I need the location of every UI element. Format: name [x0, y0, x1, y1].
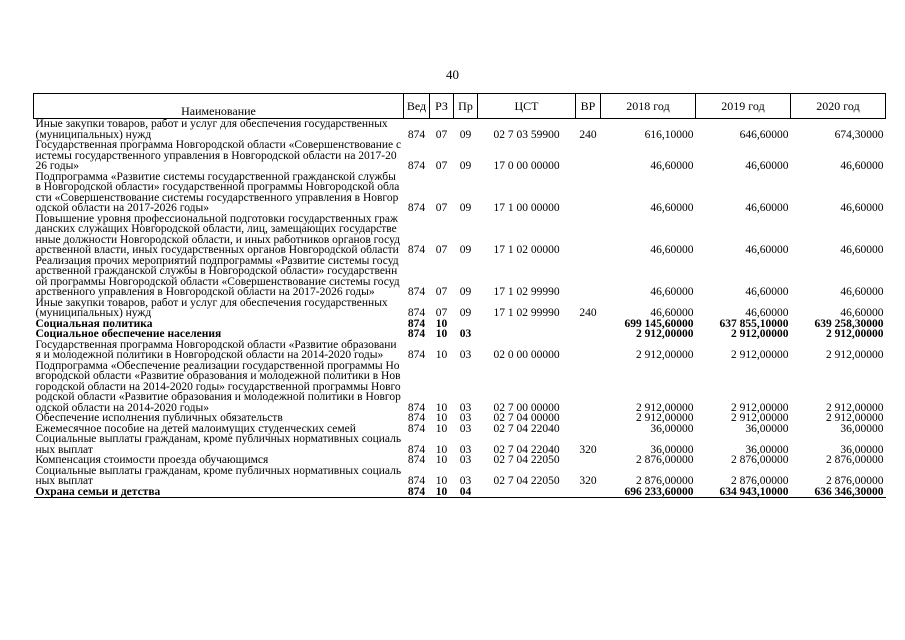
row-ved: 874	[407, 422, 426, 435]
row-name: Иные закупки товаров, работ и услуг для обеспечения государственных (муниципальных) нужд	[35, 296, 388, 319]
row-vr	[576, 256, 601, 298]
table-row	[34, 340, 886, 361]
row-amount-2020: 2 876,00000	[826, 475, 884, 487]
table-row	[34, 455, 886, 466]
row-ved: 874	[407, 307, 426, 319]
row-amount-2020: 46,60000	[840, 202, 884, 214]
row-ved: 874	[407, 475, 426, 487]
row-vr	[576, 487, 601, 498]
row-amount-2018: 46,60000	[650, 286, 694, 298]
row-cst: 02 7 04 22040	[493, 443, 560, 456]
row-name: Подпрограмма «Обеспечение реализации государственной программы Новгородской области «Развитие образования и молодежной политики в Новгородской области на 2014-2020 годы» государственной программы Новгородской области «Развитие образования и молодежной политики в Новгородской области на 2014-2020 годы»	[35, 359, 401, 414]
row-rz: 10	[435, 349, 448, 361]
row-amount-2020: 46,60000	[840, 286, 884, 298]
row-vr	[576, 361, 601, 414]
table-row	[34, 434, 886, 455]
page-number: 40	[446, 67, 459, 82]
row-cst	[478, 329, 576, 340]
row-amount-2018: 46,60000	[650, 307, 694, 319]
row-amount-2020: 2 912,00000	[826, 328, 884, 340]
table-row	[34, 119, 886, 141]
row-amount-2020: 2 876,00000	[826, 454, 884, 466]
row-name: Социальные выплаты гражданам, кроме публичных нормативных социальных выплат	[35, 433, 402, 456]
header-pr: Пр	[454, 94, 478, 119]
budget-table	[33, 93, 886, 498]
row-ved: 874	[407, 443, 426, 456]
row-rz: 10	[435, 328, 448, 340]
row-amount-2019: 646,60000	[739, 128, 789, 141]
row-ved: 874	[407, 317, 426, 330]
row-amount-2019: 46,60000	[745, 286, 789, 298]
header-vr: ВР	[576, 94, 601, 119]
table-row	[34, 140, 886, 172]
row-cst	[478, 487, 576, 498]
row-amount-2018: 2 912,00000	[636, 401, 694, 414]
row-cst: 02 7 03 59900	[493, 128, 560, 141]
row-vr: 320	[579, 475, 597, 487]
row-vr	[576, 319, 601, 330]
row-vr	[576, 340, 601, 361]
row-rz: 10	[435, 454, 448, 466]
table-row	[34, 298, 886, 319]
row-amount-2020: 2 912,00000	[826, 349, 884, 361]
row-pr: 09	[459, 202, 472, 214]
table-row	[34, 329, 886, 340]
row-cst: 02 7 04 00000	[493, 412, 560, 424]
row-pr: 03	[459, 475, 472, 487]
header-ved: Вед	[404, 94, 430, 119]
row-rz: 10	[435, 422, 448, 435]
row-amount-2020: 36,00000	[840, 443, 884, 456]
row-rz: 07	[435, 160, 448, 172]
row-pr: 03	[459, 454, 472, 466]
row-amount-2019: 46,60000	[745, 307, 789, 319]
row-amount-2020: 46,60000	[840, 307, 884, 319]
table-row	[34, 256, 886, 298]
row-amount-2019: 2 876,00000	[731, 454, 789, 466]
row-amount-2018: 2 876,00000	[636, 475, 694, 487]
row-name: Социальные выплаты гражданам, кроме публичных нормативных социальных выплат	[35, 464, 402, 487]
row-amount-2020: 2 912,00000	[826, 412, 884, 424]
table-row	[34, 361, 886, 414]
row-pr: 04	[454, 487, 478, 498]
table-row	[34, 214, 886, 256]
table-row	[34, 172, 886, 214]
row-amount-2018: 696 233,60000	[601, 487, 696, 498]
row-amount-2019: 2 912,00000	[731, 401, 789, 414]
row-amount-2019: 46,60000	[745, 160, 789, 172]
row-amount-2018: 2 912,00000	[636, 412, 694, 424]
row-pr: 09	[459, 160, 472, 172]
row-name: Государственная программа Новгородской области «Развитие образования и молодежной политики в Новгородской области на 2014-2020 годы»	[35, 338, 397, 361]
row-ved: 874	[407, 454, 426, 466]
row-amount-2018: 616,10000	[644, 128, 694, 141]
row-amount-2020: 46,60000	[840, 244, 884, 256]
row-amount-2018: 699 145,60000	[624, 317, 694, 330]
row-cst: 17 1 00 00000	[493, 202, 560, 214]
row-rz: 10	[435, 412, 448, 424]
row-amount-2019: 634 943,10000	[696, 487, 791, 498]
row-ved: 874	[407, 128, 426, 141]
row-rz: 07	[435, 307, 448, 319]
row-amount-2019: 46,60000	[745, 244, 789, 256]
row-name: Государственная программа Новгородской области «Совершенствование системы государственного управления в Новгородской области на 2017-2026 годы»	[35, 139, 402, 172]
row-ved: 874	[404, 487, 430, 498]
row-amount-2019: 2 912,00000	[731, 328, 789, 340]
header-rz: РЗ	[430, 94, 454, 119]
row-vr	[576, 140, 601, 172]
row-rz: 07	[435, 202, 448, 214]
row-name: Охрана семьи и детства	[34, 487, 404, 498]
header-2020: 2020 год	[791, 94, 886, 119]
header-cst: ЦСТ	[478, 94, 576, 119]
row-rz: 10	[435, 475, 448, 487]
row-vr: 320	[579, 443, 597, 456]
row-name: Компенсация стоимости проезда обучающимся	[35, 454, 269, 466]
row-amount-2018: 46,60000	[650, 160, 694, 172]
row-ved: 874	[407, 286, 426, 298]
row-amount-2018: 36,00000	[650, 422, 694, 435]
row-rz: 10	[430, 487, 454, 498]
row-rz: 10	[435, 401, 448, 414]
row-name: Социальное обеспечение населения	[35, 328, 222, 340]
row-amount-2018: 2 912,00000	[636, 349, 694, 361]
row-vr	[576, 413, 601, 424]
row-name: Обеспечение исполнения публичных обязательств	[35, 412, 283, 424]
row-amount-2018: 36,00000	[650, 443, 694, 456]
row-name: Реализация прочих мероприятий подпрограммы «Развитие системы государственной гражданской службы в Новгородской области» государственной программы Новгородской области «Совершенствование системы государственного управления в Новгородской области на 2017-2026 годы»	[35, 254, 400, 298]
table-row	[34, 466, 886, 487]
row-rz: 07	[435, 286, 448, 298]
row-ved: 874	[407, 401, 426, 414]
row-name: Ежемесячное пособие на детей малоимущих студенческих семей	[35, 422, 356, 435]
row-pr: 09	[459, 244, 472, 256]
row-vr	[576, 329, 601, 340]
header-name: Наименование	[34, 94, 404, 119]
row-vr: 240	[579, 128, 597, 141]
row-pr: 09	[459, 128, 472, 141]
row-cst: 17 1 02 99990	[493, 286, 560, 298]
row-amount-2020: 36,00000	[840, 422, 884, 435]
row-name: Социальная политика	[35, 317, 153, 330]
row-amount-2019: 637 855,10000	[719, 317, 789, 330]
row-ved: 874	[407, 244, 426, 256]
row-cst: 02 0 00 00000	[493, 349, 560, 361]
row-pr: 03	[459, 422, 472, 435]
row-pr: 03	[459, 349, 472, 361]
row-name: Иные закупки товаров, работ и услуг для обеспечения государственных (муниципальных) нужд	[35, 118, 388, 141]
row-pr: 03	[459, 328, 472, 340]
row-pr: 03	[459, 412, 472, 424]
row-pr: 03	[459, 443, 472, 456]
row-pr: 09	[459, 307, 472, 319]
row-pr: 03	[459, 401, 472, 414]
row-ved: 874	[407, 160, 426, 172]
row-amount-2020: 674,30000	[834, 128, 884, 141]
row-amount-2019: 2 912,00000	[731, 349, 789, 361]
row-vr	[576, 214, 601, 256]
row-cst: 02 7 04 22050	[493, 454, 560, 466]
row-pr: 09	[459, 286, 472, 298]
header-2018: 2018 год	[601, 94, 696, 119]
row-amount-2019: 36,00000	[745, 422, 789, 435]
table-body	[34, 119, 886, 498]
row-amount-2020: 2 912,00000	[826, 401, 884, 414]
row-vr	[576, 172, 601, 214]
row-amount-2020: 639 258,30000	[814, 317, 884, 330]
row-name: Повышение уровня профессиональной подготовки государственных гражданских служащих Новгородской области, лиц, замещающих государственные должности Новгородской области, и иных работников органов государственной власти, иных государственных органов Новгородской области	[35, 212, 400, 256]
row-cst	[478, 319, 576, 330]
header-2019: 2019 год	[696, 94, 791, 119]
row-amount-2019: 46,60000	[745, 202, 789, 214]
row-cst: 02 7 00 00000	[493, 401, 560, 414]
row-amount-2019: 36,00000	[745, 443, 789, 456]
row-cst: 17 1 02 99990	[493, 307, 560, 319]
row-rz: 07	[435, 128, 448, 141]
row-amount-2020: 46,60000	[840, 160, 884, 172]
row-rz: 10	[435, 317, 448, 330]
row-amount-2019: 2 876,00000	[731, 475, 789, 487]
row-vr	[576, 455, 601, 466]
row-amount-2018: 2 912,00000	[636, 328, 694, 340]
row-cst: 02 7 04 22040	[493, 422, 560, 435]
row-rz: 10	[435, 443, 448, 456]
row-ved: 874	[407, 328, 426, 340]
row-cst: 02 7 04 22050	[493, 475, 560, 487]
row-vr: 240	[579, 307, 597, 319]
table-row	[34, 487, 886, 498]
row-name: Подпрограмма «Развитие системы государственной гражданской службы в Новгородской области» государственной программы Новгородской области «Совершенствование системы государственного управления в Новгородской области на 2017-2026 годы»	[35, 170, 400, 214]
table-header-row	[34, 94, 886, 119]
row-vr	[576, 424, 601, 435]
row-amount-2018: 46,60000	[650, 244, 694, 256]
row-amount-2018: 46,60000	[650, 202, 694, 214]
row-ved: 874	[407, 349, 426, 361]
row-rz: 07	[435, 244, 448, 256]
row-ved: 874	[407, 202, 426, 214]
row-ved: 874	[407, 412, 426, 424]
table-row	[34, 413, 886, 424]
row-amount-2018: 2 876,00000	[636, 454, 694, 466]
row-amount-2019: 2 912,00000	[731, 412, 789, 424]
row-cst: 17 1 02 00000	[493, 244, 560, 256]
row-cst: 17 0 00 00000	[493, 160, 560, 172]
row-amount-2020: 636 346,30000	[791, 487, 886, 498]
